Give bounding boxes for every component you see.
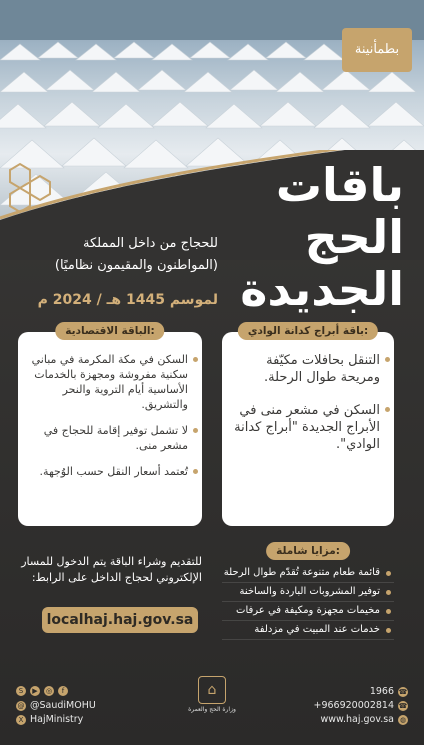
- bullet-icon: [193, 357, 198, 362]
- bullet-icon: [193, 428, 198, 433]
- at-icon: @: [17, 701, 25, 710]
- kidana-item-text: السكن في مشعر منى في الأبراج الجديدة "أبراج كدانة الوادي".: [234, 403, 380, 452]
- economy-item-text: لا تشمل توفير إقامة للحجاج في مشعر منى.: [43, 424, 188, 452]
- feature-item-text: قائمة طعام متنوعة تُقدّم طوال الرحلة: [223, 567, 380, 578]
- x-handle-row: [16, 714, 83, 725]
- subtitle-audience: للحجاج من داخل المملكة: [83, 236, 218, 251]
- social-handle[interactable]: @SaudiMOHU: [30, 700, 96, 711]
- economy-item: [18, 464, 202, 479]
- bullet-icon: [386, 590, 391, 595]
- kidana-item: [222, 352, 394, 386]
- phone-number[interactable]: +966920002814: [313, 700, 394, 711]
- hexagon-pattern-icon: [0, 150, 60, 230]
- economy-item-text: تُعتمد أسعار النقل حسب الوُجهة.: [39, 465, 188, 478]
- ministry-logo: [182, 676, 242, 713]
- bullet-icon: [385, 357, 390, 362]
- kidana-package-card: [222, 325, 394, 526]
- snapchat-icon[interactable]: S: [16, 686, 26, 696]
- ministry-emblem-icon: ⌂: [198, 676, 226, 704]
- kidana-item-text: التنقل بحافلات مكيّفة ومريحة طوال الرحلة.: [264, 353, 380, 385]
- bullet-icon: [386, 609, 391, 614]
- bullet-icon: [386, 628, 391, 633]
- feature-item: [222, 602, 394, 621]
- kidana-item: [222, 402, 394, 453]
- apply-instructions: للتقديم وشراء الباقة يتم الدخول للمسار الإلكتروني لحجاج الداخل على الرابط:: [21, 555, 202, 584]
- economy-package-tag: الباقة الاقتصادية:: [55, 322, 164, 340]
- bullet-icon: [385, 407, 390, 412]
- instagram-icon[interactable]: ◎: [45, 687, 53, 695]
- economy-item: [18, 423, 202, 453]
- features-tag: مزايا شاملة:: [266, 542, 350, 560]
- phone-icon: ☎: [398, 701, 408, 710]
- website-row: [321, 714, 408, 725]
- economy-item: [18, 352, 202, 412]
- features-section: [222, 545, 394, 650]
- phone-short[interactable]: 1966: [369, 686, 394, 697]
- title-line-3: الجديدة: [240, 262, 404, 316]
- subtitle-season: لموسم 1445 هـ / 2024 م: [37, 292, 218, 308]
- social-icons-row: [16, 686, 68, 696]
- brand-logo: [342, 28, 412, 72]
- feature-item: [222, 621, 394, 640]
- title-line-2: الحج: [304, 210, 404, 264]
- registration-link[interactable]: localhaj.haj.gov.sa: [42, 607, 198, 633]
- brand-logo-text: بطمأنينة: [354, 41, 400, 57]
- phone-row: [314, 700, 409, 711]
- globe-icon: ◍: [399, 715, 407, 724]
- bullet-icon: [386, 571, 391, 576]
- youtube-icon[interactable]: ▶: [30, 686, 40, 696]
- social-handle-row: [16, 700, 96, 711]
- economy-item-text: السكن في مكة المكرمة في مباني سكنية مفروشة ومجهزة بالخدمات الأساسية أيام التروية والنحر والتشريق.: [31, 353, 188, 411]
- feature-item: [222, 564, 394, 583]
- feature-item-text: توفير المشروبات الباردة والساخنة: [239, 586, 380, 597]
- subtitle-eligibility: (المواطنون والمقيمون نظاميًا): [54, 258, 218, 273]
- feature-item-text: خدمات عند المبيت في مزدلفة: [254, 624, 380, 635]
- bullet-icon: [193, 469, 198, 474]
- feature-item-text: مخيمات مجهزة ومكيفة في عرفات: [236, 605, 380, 616]
- website-link[interactable]: www.haj.gov.sa: [320, 714, 394, 725]
- economy-package-card: [18, 325, 202, 526]
- feature-item: [222, 583, 394, 602]
- x-icon: X: [16, 715, 26, 725]
- x-handle[interactable]: HajMinistry: [30, 714, 84, 725]
- title-line-1: باقات: [275, 158, 404, 212]
- phone-short-row: [370, 686, 408, 697]
- phone-icon: ☎: [398, 687, 408, 696]
- kidana-package-tag: باقة أبراج كدانة الوادي:: [238, 322, 378, 340]
- ministry-name: وزارة الحج والعمرة: [188, 706, 236, 713]
- facebook-icon[interactable]: f: [58, 686, 68, 696]
